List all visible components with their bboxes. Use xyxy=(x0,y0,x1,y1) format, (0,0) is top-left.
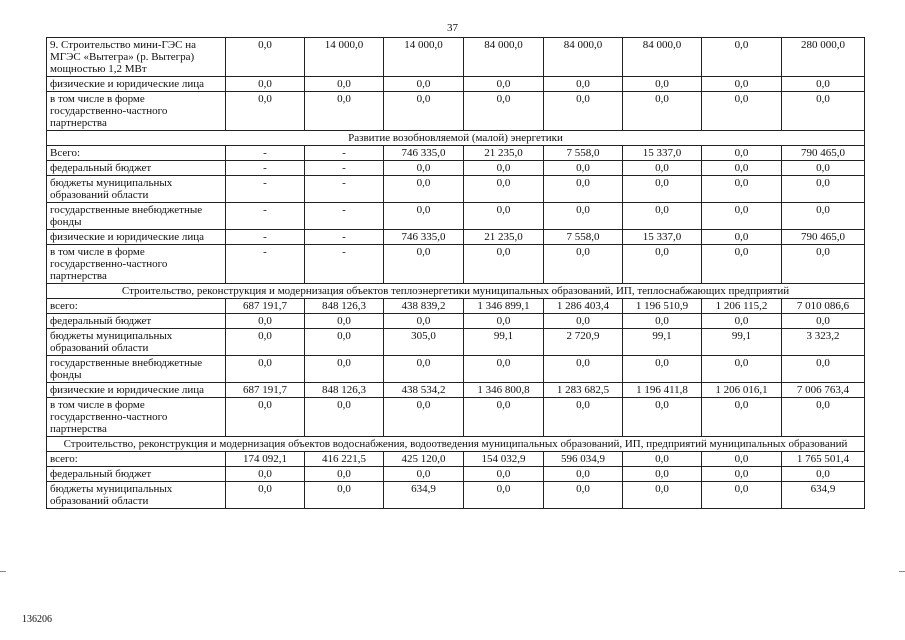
value-cell: 0,0 xyxy=(544,92,623,131)
value-cell: 0,0 xyxy=(305,482,384,509)
document-code: 136206 xyxy=(22,614,52,625)
value-cell: 0,0 xyxy=(702,467,782,482)
value-cell: 1 283 682,5 xyxy=(544,383,623,398)
row-label: физические и юридические лица xyxy=(47,230,226,245)
row-label: в том числе в форме государственно-частного партнерства xyxy=(47,92,226,131)
value-cell: 0,0 xyxy=(464,245,544,284)
value-cell: 0,0 xyxy=(464,356,544,383)
value-cell: 0,0 xyxy=(702,203,782,230)
value-cell: - xyxy=(226,161,305,176)
value-cell: 0,0 xyxy=(702,314,782,329)
value-cell: 0,0 xyxy=(384,92,464,131)
value-cell: 0,0 xyxy=(384,77,464,92)
value-cell: 0,0 xyxy=(782,92,865,131)
value-cell: - xyxy=(305,176,384,203)
value-cell: 0,0 xyxy=(384,161,464,176)
value-cell: 0,0 xyxy=(782,467,865,482)
value-cell: 1 346 899,1 xyxy=(464,299,544,314)
table-row xyxy=(47,203,865,230)
value-cell: 0,0 xyxy=(544,245,623,284)
value-cell: 0,0 xyxy=(226,398,305,437)
value-cell: 425 120,0 xyxy=(384,452,464,467)
value-cell: - xyxy=(226,146,305,161)
row-label: федеральный бюджет xyxy=(47,467,226,482)
table-row xyxy=(47,161,865,176)
value-cell: 687 191,7 xyxy=(226,299,305,314)
value-cell: - xyxy=(305,146,384,161)
row-label: Всего: xyxy=(47,146,226,161)
value-cell: 0,0 xyxy=(305,467,384,482)
funding-table xyxy=(46,37,865,509)
table-row xyxy=(47,398,865,437)
value-cell: 154 032,9 xyxy=(464,452,544,467)
row-label: 9. Строительство мини-ГЭС на МГЭС «Вытегра» (р. Вытегра) мощностью 1,2 МВт xyxy=(47,38,226,77)
table-row xyxy=(47,230,865,245)
value-cell: 7 558,0 xyxy=(544,230,623,245)
row-label: государственные внебюджетные фонды xyxy=(47,203,226,230)
value-cell: 0,0 xyxy=(305,77,384,92)
value-cell: 0,0 xyxy=(702,230,782,245)
value-cell: 0,0 xyxy=(544,398,623,437)
value-cell: 0,0 xyxy=(384,176,464,203)
section-header-row xyxy=(47,437,865,452)
value-cell: 99,1 xyxy=(464,329,544,356)
value-cell: 21 235,0 xyxy=(464,230,544,245)
value-cell: 0,0 xyxy=(226,92,305,131)
value-cell: 0,0 xyxy=(702,398,782,437)
value-cell: 1 286 403,4 xyxy=(544,299,623,314)
value-cell: 0,0 xyxy=(702,452,782,467)
value-cell: 0,0 xyxy=(702,356,782,383)
value-cell: 0,0 xyxy=(384,467,464,482)
table-row xyxy=(47,38,865,77)
value-cell: 0,0 xyxy=(464,161,544,176)
table-row xyxy=(47,92,865,131)
value-cell: 596 034,9 xyxy=(544,452,623,467)
value-cell: 0,0 xyxy=(305,398,384,437)
value-cell: - xyxy=(305,203,384,230)
section-title: Развитие возобновляемой (малой) энергетики xyxy=(47,131,865,146)
value-cell: 0,0 xyxy=(464,203,544,230)
value-cell: 84 000,0 xyxy=(464,38,544,77)
row-label: бюджеты муниципальных образований области xyxy=(47,329,226,356)
row-label: в том числе в форме государственно-частного партнерства xyxy=(47,245,226,284)
value-cell: 21 235,0 xyxy=(464,146,544,161)
value-cell: 0,0 xyxy=(544,314,623,329)
value-cell: 0,0 xyxy=(782,314,865,329)
value-cell: 0,0 xyxy=(226,356,305,383)
value-cell: 7 558,0 xyxy=(544,146,623,161)
value-cell: 0,0 xyxy=(702,146,782,161)
value-cell: 84 000,0 xyxy=(544,38,623,77)
table-row xyxy=(47,356,865,383)
value-cell: - xyxy=(226,245,305,284)
value-cell: 0,0 xyxy=(623,482,702,509)
value-cell: 438 839,2 xyxy=(384,299,464,314)
value-cell: 0,0 xyxy=(384,245,464,284)
value-cell: 0,0 xyxy=(623,203,702,230)
value-cell: 0,0 xyxy=(623,176,702,203)
page-number: 37 xyxy=(447,22,458,34)
table-body xyxy=(47,38,865,509)
row-label: федеральный бюджет xyxy=(47,314,226,329)
value-cell: 0,0 xyxy=(623,161,702,176)
value-cell: 174 092,1 xyxy=(226,452,305,467)
value-cell: 0,0 xyxy=(305,92,384,131)
value-cell: 0,0 xyxy=(782,245,865,284)
value-cell: 0,0 xyxy=(544,176,623,203)
value-cell: - xyxy=(305,230,384,245)
value-cell: 1 765 501,4 xyxy=(782,452,865,467)
value-cell: 438 534,2 xyxy=(384,383,464,398)
table-row xyxy=(47,299,865,314)
value-cell: 0,0 xyxy=(305,314,384,329)
value-cell: 1 346 800,8 xyxy=(464,383,544,398)
value-cell: 7 006 763,4 xyxy=(782,383,865,398)
value-cell: 634,9 xyxy=(384,482,464,509)
value-cell: 0,0 xyxy=(544,161,623,176)
value-cell: 1 206 115,2 xyxy=(702,299,782,314)
row-label: федеральный бюджет xyxy=(47,161,226,176)
value-cell: 0,0 xyxy=(544,356,623,383)
table-row xyxy=(47,77,865,92)
value-cell: 0,0 xyxy=(464,176,544,203)
value-cell: 0,0 xyxy=(464,77,544,92)
section-title: Строительство, реконструкция и модернизация объектов водоснабжения, водоотведения муниципальных образований, ИП, предприятий муниципальных образований xyxy=(47,437,865,452)
value-cell: 0,0 xyxy=(782,356,865,383)
section-title: Строительство, реконструкция и модернизация объектов теплоэнергетики муниципальных образований, ИП, теплоснабжающих предприятий xyxy=(47,284,865,299)
value-cell: 7 010 086,6 xyxy=(782,299,865,314)
value-cell: 0,0 xyxy=(623,92,702,131)
value-cell: - xyxy=(305,245,384,284)
value-cell: 0,0 xyxy=(782,161,865,176)
value-cell: 0,0 xyxy=(544,467,623,482)
value-cell: 0,0 xyxy=(226,314,305,329)
value-cell: 0,0 xyxy=(702,38,782,77)
value-cell: 0,0 xyxy=(305,329,384,356)
value-cell: 0,0 xyxy=(464,398,544,437)
value-cell: 0,0 xyxy=(226,77,305,92)
value-cell: 790 465,0 xyxy=(782,146,865,161)
value-cell: 0,0 xyxy=(702,482,782,509)
value-cell: 790 465,0 xyxy=(782,230,865,245)
value-cell: 0,0 xyxy=(226,38,305,77)
value-cell: 848 126,3 xyxy=(305,383,384,398)
value-cell: 0,0 xyxy=(544,77,623,92)
table-row xyxy=(47,176,865,203)
section-header-row xyxy=(47,131,865,146)
value-cell: 0,0 xyxy=(384,356,464,383)
value-cell: - xyxy=(226,230,305,245)
value-cell: 0,0 xyxy=(226,482,305,509)
value-cell: 0,0 xyxy=(782,398,865,437)
value-cell: 0,0 xyxy=(623,245,702,284)
table-row xyxy=(47,467,865,482)
row-label: физические и юридические лица xyxy=(47,77,226,92)
value-cell: 0,0 xyxy=(226,467,305,482)
value-cell: 14 000,0 xyxy=(384,38,464,77)
value-cell: 305,0 xyxy=(384,329,464,356)
row-label: физические и юридические лица xyxy=(47,383,226,398)
value-cell: 0,0 xyxy=(702,161,782,176)
value-cell: 1 196 411,8 xyxy=(623,383,702,398)
value-cell: - xyxy=(226,176,305,203)
value-cell: 0,0 xyxy=(702,92,782,131)
table-row xyxy=(47,146,865,161)
value-cell: 0,0 xyxy=(623,467,702,482)
table-row xyxy=(47,383,865,398)
value-cell: 0,0 xyxy=(384,398,464,437)
right-margin-tick xyxy=(899,571,905,572)
row-label: в том числе в форме государственно-частного партнерства xyxy=(47,398,226,437)
value-cell: 99,1 xyxy=(623,329,702,356)
value-cell: 0,0 xyxy=(544,482,623,509)
row-label: бюджеты муниципальных образований области xyxy=(47,176,226,203)
section-header-row xyxy=(47,284,865,299)
left-margin-tick xyxy=(0,571,6,572)
value-cell: 0,0 xyxy=(782,203,865,230)
row-label: бюджеты муниципальных образований области xyxy=(47,482,226,509)
table-row xyxy=(47,245,865,284)
value-cell: 0,0 xyxy=(544,203,623,230)
value-cell: 687 191,7 xyxy=(226,383,305,398)
value-cell: 0,0 xyxy=(702,176,782,203)
value-cell: 0,0 xyxy=(623,314,702,329)
value-cell: 280 000,0 xyxy=(782,38,865,77)
value-cell: 0,0 xyxy=(305,356,384,383)
value-cell: 0,0 xyxy=(464,92,544,131)
value-cell: 0,0 xyxy=(623,452,702,467)
table-row xyxy=(47,452,865,467)
table-row xyxy=(47,482,865,509)
value-cell: 0,0 xyxy=(782,77,865,92)
value-cell: 0,0 xyxy=(384,203,464,230)
value-cell: 0,0 xyxy=(226,329,305,356)
value-cell: 0,0 xyxy=(702,245,782,284)
value-cell: 416 221,5 xyxy=(305,452,384,467)
value-cell: 99,1 xyxy=(702,329,782,356)
row-label: всего: xyxy=(47,452,226,467)
value-cell: 0,0 xyxy=(623,398,702,437)
value-cell: 746 335,0 xyxy=(384,230,464,245)
value-cell: - xyxy=(305,161,384,176)
value-cell: 84 000,0 xyxy=(623,38,702,77)
value-cell: 1 206 016,1 xyxy=(702,383,782,398)
value-cell: 0,0 xyxy=(464,314,544,329)
value-cell: 14 000,0 xyxy=(305,38,384,77)
value-cell: 0,0 xyxy=(384,314,464,329)
value-cell: 746 335,0 xyxy=(384,146,464,161)
value-cell: 2 720,9 xyxy=(544,329,623,356)
table-row xyxy=(47,314,865,329)
value-cell: 0,0 xyxy=(623,77,702,92)
row-label: государственные внебюджетные фонды xyxy=(47,356,226,383)
value-cell: 15 337,0 xyxy=(623,230,702,245)
value-cell: 848 126,3 xyxy=(305,299,384,314)
value-cell: 3 323,2 xyxy=(782,329,865,356)
value-cell: - xyxy=(226,203,305,230)
value-cell: 0,0 xyxy=(464,482,544,509)
value-cell: 0,0 xyxy=(464,467,544,482)
value-cell: 0,0 xyxy=(623,356,702,383)
table-row xyxy=(47,329,865,356)
value-cell: 634,9 xyxy=(782,482,865,509)
row-label: всего: xyxy=(47,299,226,314)
value-cell: 1 196 510,9 xyxy=(623,299,702,314)
value-cell: 0,0 xyxy=(782,176,865,203)
value-cell: 0,0 xyxy=(702,77,782,92)
value-cell: 15 337,0 xyxy=(623,146,702,161)
